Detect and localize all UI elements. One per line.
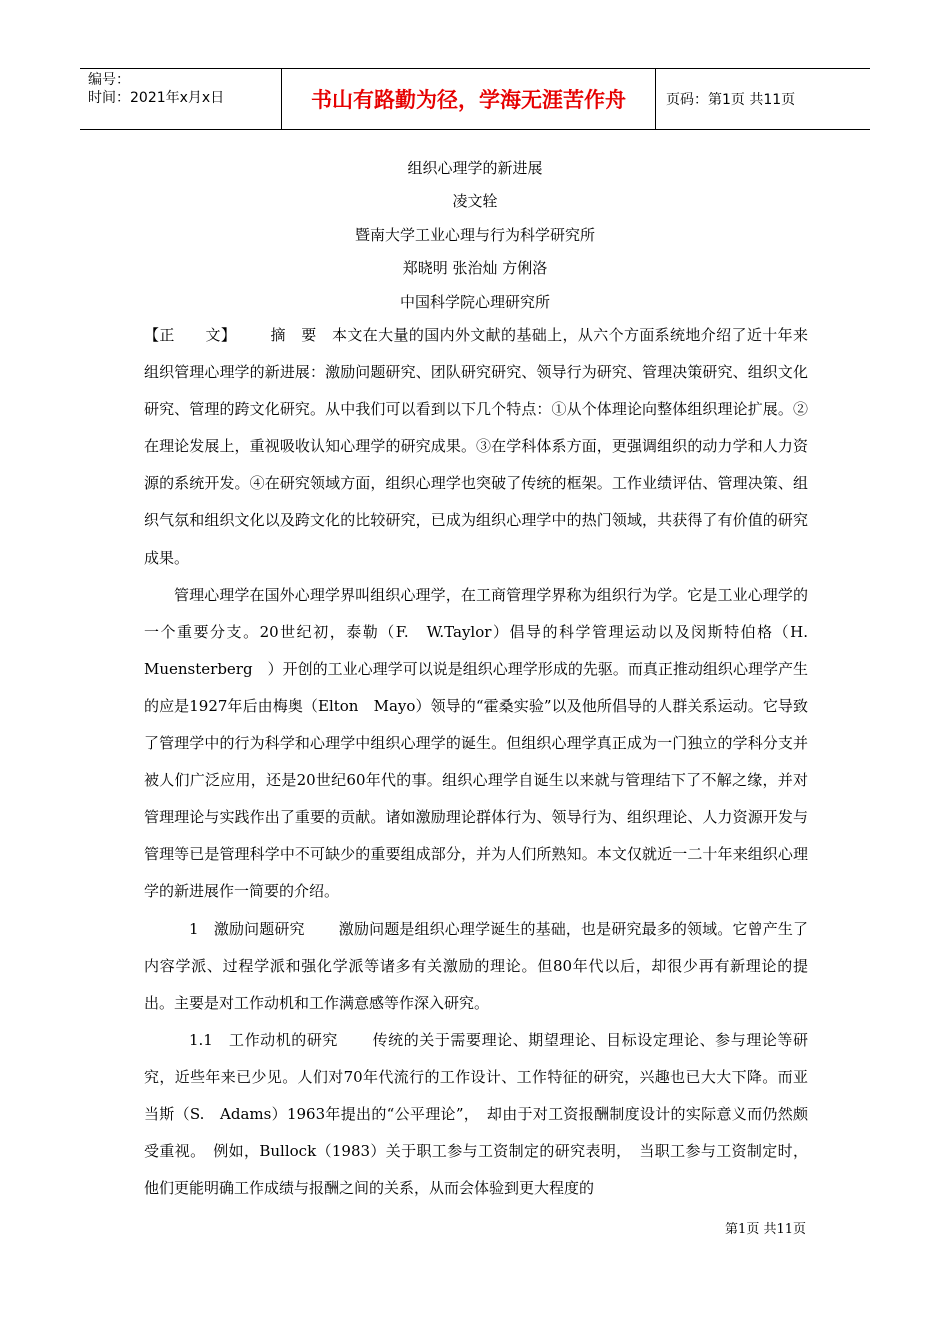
section-1-1-heading: 1.1 工作动机的研究 bbox=[189, 1030, 338, 1049]
abstract-label: 摘 要 bbox=[270, 326, 317, 344]
author-list-secondary: 郑晓明 张治灿 方俐洛 bbox=[402, 259, 548, 277]
affiliation-primary: 暨南大学工业心理与行为科学研究所 bbox=[354, 226, 595, 244]
section-1-1-paragraph bbox=[144, 1022, 808, 1207]
serial-label: 编号： bbox=[88, 72, 130, 88]
affiliation-secondary: 中国科学院心理研究所 bbox=[399, 293, 550, 311]
section-1-1-text: 传统的关于需要理论、期望理论、目标设定理论、参与理论等研究，近些年来已少见。人们对70年代流行的工作设计、工作特征的研究，兴趣也已大大下降。而亚当斯（S. Adams）1963年提出的“公平理论”， 却由于对工资报酬制度设计的实际意义而仍然颇受重视。 例如，Bullock（1983）关于职工参与工资制定的研究表明， 当职工参与工资制定时，他们更能明确工作成绩与报酬之间的关系，从而会体验到更大程度的 bbox=[144, 1030, 808, 1198]
header-page-info: 页码：第1页 共11页 bbox=[666, 92, 796, 108]
section-1-text: 激励问题是组织心理学诞生的基础，也是研究最多的领域。它曾产生了内容学派、过程学派和强化学派等诸多有关激励的理论。但80年代以后，却很少再有新理论的提出。主要是对工作动机和工作满意感等作深入研究。 bbox=[144, 919, 808, 1012]
header-left-cell bbox=[88, 71, 224, 107]
article-body bbox=[144, 317, 824, 1207]
date-line: 时间：2021年x月x日 bbox=[88, 90, 225, 106]
article-title: 组织心理学的新进展 bbox=[407, 159, 543, 177]
abstract-text: 本文在大量的国内外文献的基础上，从六个方面系统地介绍了近十年来组织管理心理学的新进展：激励问题研究、团队研究研究、领导行为研究、管理决策研究、组织文化研究、管理的跨文化研究。从中我们可以看到以下几个特点：①从个体理论向整体组织理论扩展。②在理论发展上，重视吸收认知心理学的研究成果。③在学科体系方面，更强调组织的动力学和人力资源的系统开发。④在研究领域方面，组织心理学也突破了传统的框架。工作业绩评估、管理决策、组织气氛和组织文化以及跨文化的比较研究，已成为组织心理学中的热门领域，共获得了有价值的研究成果。 bbox=[144, 326, 808, 567]
section-1-paragraph bbox=[144, 911, 808, 1022]
author-primary: 凌文辁 bbox=[452, 192, 498, 210]
header-motto: 书山有路勤为径，学海无涯苦作舟 bbox=[311, 88, 626, 112]
abstract-tag: 【正 文】 bbox=[144, 326, 237, 344]
header-divider bbox=[655, 69, 656, 129]
section-1-heading: 1 激励问题研究 bbox=[189, 919, 305, 938]
page-header bbox=[80, 68, 870, 130]
abstract-paragraph bbox=[144, 317, 808, 577]
intro-paragraph: 管理心理学在国外心理学界叫组织心理学，在工商管理学界称为组织行为学。它是工业心理学的一个重要分支。20世纪初，泰勒（F. W.Taylor）倡导的科学管理运动以及闵斯特伯格（H. Muensterberg ）开创的工业心理学可以说是组织心理学形成的先驱。而真正推动组织心理学产生的应是1927年后由梅奥（Elton Mayo）领导的“霍桑实验”以及他所倡导的人群关系运动。它导致了管理学中的行为科学和心理学中组织心理学的诞生。但组织心理学真正成为一门独立的学科分支并被人们广泛应用，还是20世纪60年代的事。组织心理学自诞生以来就与管理结下了不解之缘，并对管理理论与实践作出了重要的贡献。诸如激励理论群体行为、领导行为、组织理论、人力资源开发与管理等已是管理科学中不可缺少的重要组成部分，并为人们所熟知。本文仅就近一二十年来组织心理学的新进展作一简要的介绍。 bbox=[144, 585, 824, 901]
page-footer: 第1页 共11页 bbox=[725, 1222, 806, 1237]
